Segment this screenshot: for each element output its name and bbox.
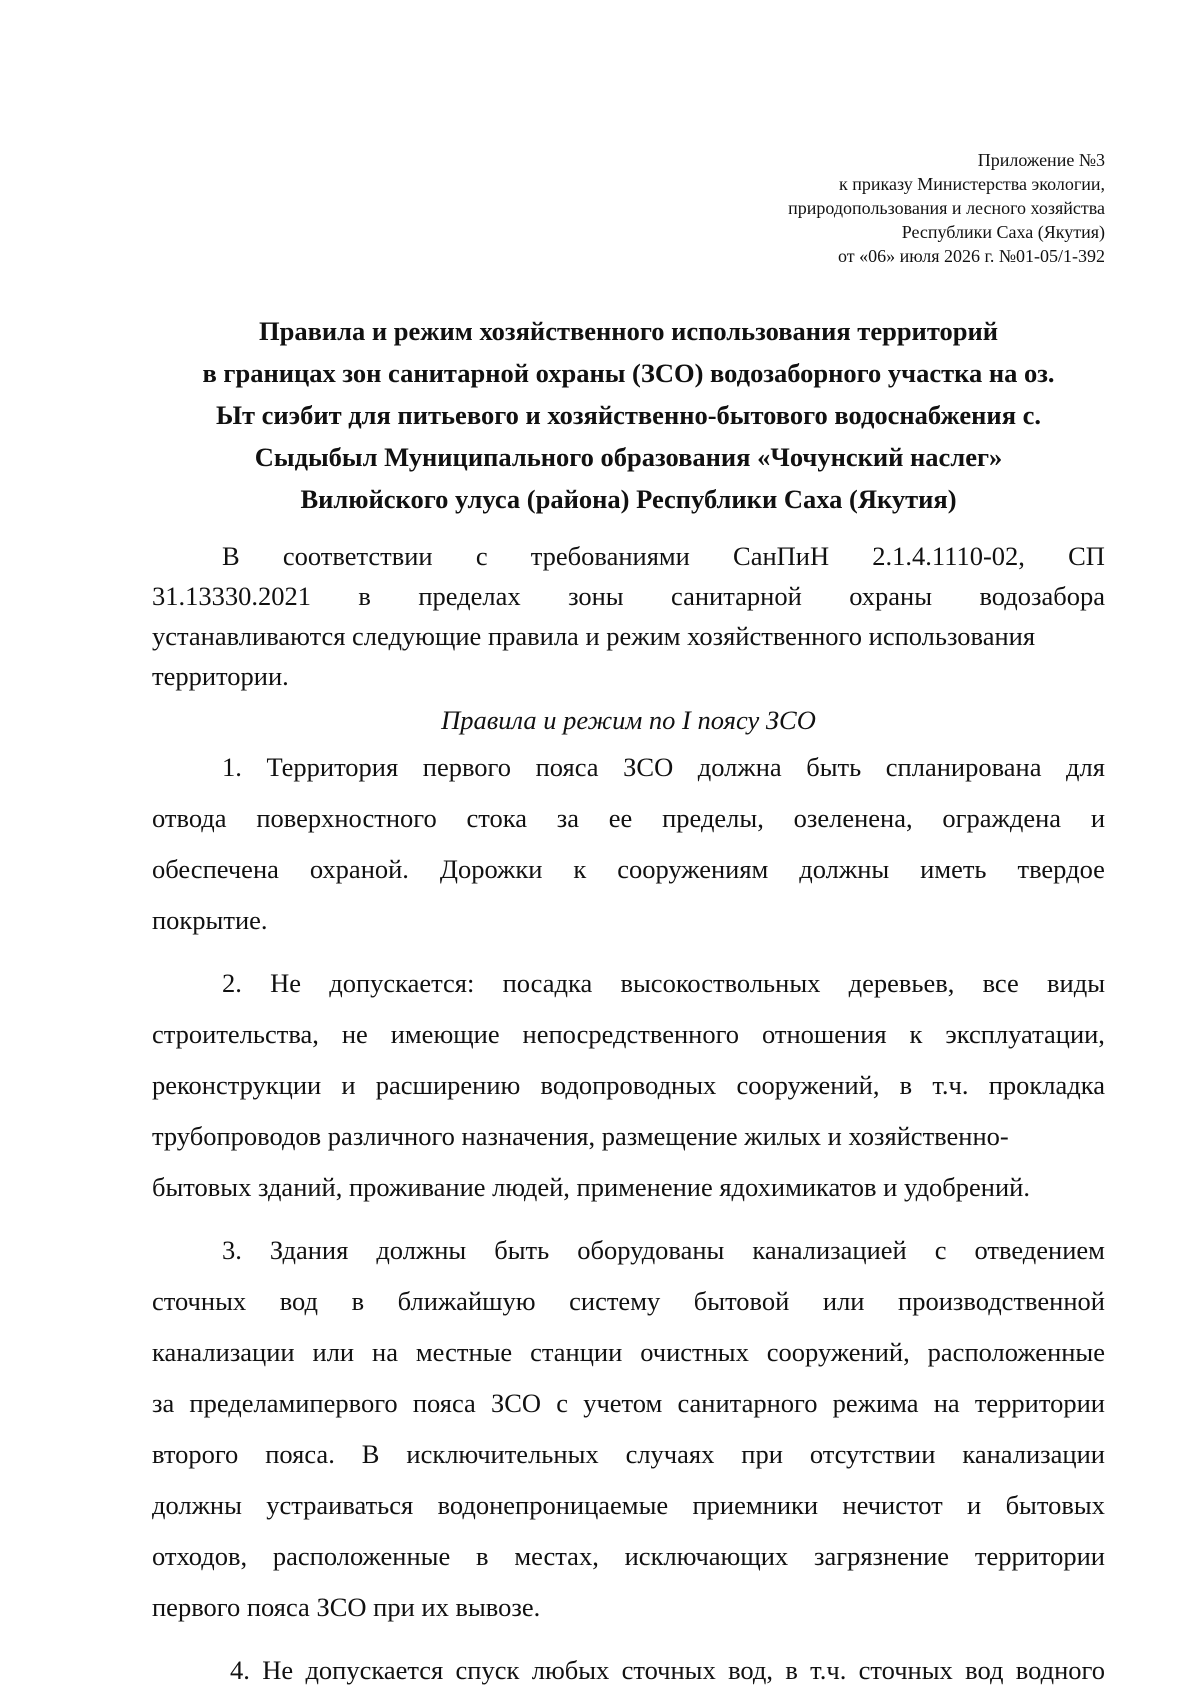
word: отведением [974, 1235, 1105, 1265]
word: в [476, 1541, 489, 1571]
word: спланирована [885, 752, 1042, 782]
word: в [899, 1070, 913, 1100]
word: ЗСО [490, 1388, 542, 1418]
word: систему [569, 1286, 661, 1316]
rule-line [152, 958, 1105, 1009]
rule-item [152, 1225, 1105, 1633]
word: охраной. [309, 854, 409, 884]
word: за [556, 803, 579, 833]
rule-line [152, 1225, 1105, 1276]
rules-list [152, 742, 1105, 1696]
word: ограждена [942, 803, 1062, 833]
word: реконструкции [152, 1070, 322, 1100]
word: имеющие [390, 1019, 500, 1049]
word: и [341, 1070, 356, 1100]
word: В [222, 541, 240, 571]
word: и [1090, 803, 1105, 833]
word: сточных [621, 1655, 716, 1685]
word: 31.13330.2021 [152, 581, 311, 611]
rule-line [152, 1009, 1105, 1060]
intro-line: территории. [152, 661, 289, 691]
rule-item [152, 1645, 1105, 1696]
word: отходов, [152, 1541, 248, 1571]
word: первого [422, 752, 511, 782]
word: отвода [152, 803, 227, 833]
word: пределамипервого [189, 1388, 398, 1418]
word: требованиями [530, 541, 690, 571]
word: с [934, 1235, 947, 1265]
intro-line: устанавливаются следующие правила и режим хозяйственного использования [152, 621, 1036, 651]
rule-number: 4. [230, 1655, 250, 1685]
word: т.ч. [810, 1655, 847, 1685]
word: высокоствольных [620, 968, 821, 998]
word: нечистот [842, 1490, 943, 1520]
word: должны [152, 1490, 242, 1520]
rule-line [152, 1378, 1105, 1429]
intro-paragraph [152, 536, 1105, 696]
word: бытовых [1005, 1490, 1105, 1520]
word: пределы, [662, 803, 764, 833]
word: иметь [920, 854, 987, 884]
word: местные [415, 1337, 513, 1367]
word: охраны [849, 581, 933, 611]
rule-line [152, 742, 1105, 793]
word: при [741, 1439, 783, 1469]
title-line: в границах зон санитарной охраны (ЗСО) водозаборного участка на оз. [202, 358, 1055, 388]
title-line: Правила и режим хозяйственного использования территорий [258, 316, 999, 346]
word: территории [974, 1541, 1105, 1571]
word: водного [1015, 1655, 1105, 1685]
word: бытовой [693, 1286, 790, 1316]
rule-line [152, 1531, 1105, 1582]
word: виды [1047, 968, 1105, 998]
rule-number: 2. [222, 968, 242, 998]
word: прокладка [988, 1070, 1105, 1100]
rule-line: трубопроводов различного назначения, размещение жилых и хозяйственно- [152, 1121, 1009, 1151]
intro-line [152, 536, 1105, 576]
word: Здания [269, 1235, 349, 1265]
word: т.ч. [932, 1070, 969, 1100]
rule-line: бытовых зданий, проживание людей, применение ядохимикатов и удобрений. [152, 1172, 1030, 1202]
word: с [556, 1388, 569, 1418]
word: оборудованы [577, 1235, 725, 1265]
word: станции [530, 1337, 623, 1367]
word: вод [279, 1286, 318, 1316]
appendix-line: Республики Саха (Якутия) [901, 222, 1105, 242]
word: В [361, 1439, 380, 1469]
word: к [909, 1019, 923, 1049]
word: в [351, 1286, 365, 1316]
rule-line [152, 1276, 1105, 1327]
rule-line [152, 844, 1105, 895]
word: пояса [412, 1388, 476, 1418]
word: быть [494, 1235, 550, 1265]
word: строительства, [152, 1019, 319, 1049]
rule-line [152, 1480, 1105, 1531]
word: отсутствии [809, 1439, 936, 1469]
rule-line: покрытие. [152, 905, 268, 935]
word: на [372, 1337, 398, 1367]
word: с [475, 541, 488, 571]
rule-item [152, 742, 1105, 946]
word: озеленена, [793, 803, 913, 833]
section-subheading: Правила и режим по I поясу ЗСО [441, 705, 816, 735]
word: расположенные [272, 1541, 451, 1571]
word: Не [270, 968, 301, 998]
rule-number: 3. [222, 1235, 242, 1265]
word: территории [974, 1388, 1105, 1418]
word: сооружений, [766, 1337, 910, 1367]
word: отношения [761, 1019, 887, 1049]
word: ближайшую [397, 1286, 536, 1316]
rule-line [152, 1429, 1105, 1480]
word: пределах [418, 581, 521, 611]
word: устраиваться [266, 1490, 414, 1520]
word: любых [531, 1655, 610, 1685]
title-line: Сыдыбыл Муниципального образования «Чочунский наслег» [254, 442, 1003, 472]
word: сточных [858, 1655, 953, 1685]
word: пояса. [265, 1439, 335, 1469]
word: спуск [455, 1655, 520, 1685]
word: или [822, 1286, 865, 1316]
rule-item [152, 958, 1105, 1213]
word: Не [262, 1655, 294, 1685]
word: деревьев, [848, 968, 955, 998]
appendix-line: к приказу Министерства экологии, [838, 174, 1105, 194]
word: исключительных [406, 1439, 599, 1469]
word: должны [799, 854, 890, 884]
word: эксплуатации, [945, 1019, 1105, 1049]
word: местах, [514, 1541, 599, 1571]
word: приемники [692, 1490, 819, 1520]
word: сточных [152, 1286, 247, 1316]
word: на [933, 1388, 960, 1418]
word: канализации [152, 1337, 295, 1367]
word: допускается: [329, 968, 475, 998]
document-title [152, 310, 1105, 520]
appendix-line: от «06» июля 2026 г. №01-05/1-392 [837, 246, 1105, 266]
word: СанПиН [733, 541, 830, 571]
word: сооружений, [736, 1070, 880, 1100]
word: ее [608, 803, 633, 833]
title-line: Вилюйского улуса (района) Республики Саха (Якутия) [300, 484, 957, 514]
appendix-line: Приложение №3 [977, 150, 1105, 170]
word: второго [152, 1439, 239, 1469]
word: ЗСО [623, 752, 674, 782]
word: исключающих [624, 1541, 789, 1571]
word: расположенные [927, 1337, 1105, 1367]
appendix-header [152, 148, 1105, 268]
word: вод, [728, 1655, 773, 1685]
word: быть [806, 752, 862, 782]
word: в [785, 1655, 798, 1685]
word: к [573, 854, 587, 884]
word: водонепроницаемые [437, 1490, 669, 1520]
word: в [358, 581, 371, 611]
rule-line [152, 1645, 1105, 1696]
word: зоны [568, 581, 624, 611]
word: водопроводных [540, 1070, 717, 1100]
word: канализацией [752, 1235, 907, 1265]
title-line: Ыт сиэбит для питьевого и хозяйственно-бытового водоснабжения с. [215, 400, 1042, 430]
word: или [312, 1337, 355, 1367]
word: СП [1068, 541, 1105, 571]
word: Дорожки [439, 854, 543, 884]
word: все [982, 968, 1019, 998]
word: водозабора [979, 581, 1105, 611]
word: загрязнение [813, 1541, 950, 1571]
rule-line [152, 793, 1105, 844]
word: Территория [266, 752, 399, 782]
word: поверхностного [256, 803, 437, 833]
rule-line: первого пояса ЗСО при их вывозе. [152, 1592, 541, 1622]
word: должны [376, 1235, 467, 1265]
word: для [1066, 752, 1105, 782]
word: учетом [583, 1388, 663, 1418]
word: пояса [535, 752, 599, 782]
word: канализации [962, 1439, 1105, 1469]
word: очистных [640, 1337, 749, 1367]
rule-line [152, 1060, 1105, 1111]
word: должна [697, 752, 782, 782]
word: 2.1.4.1110-02, [872, 541, 1025, 571]
word: производственной [898, 1286, 1105, 1316]
word: твердое [1017, 854, 1105, 884]
word: не [341, 1019, 368, 1049]
word: санитарного [677, 1388, 818, 1418]
word: за [152, 1388, 175, 1418]
word: санитарной [671, 581, 802, 611]
word: стока [466, 803, 527, 833]
rule-line [152, 1327, 1105, 1378]
intro-line [152, 576, 1105, 616]
word: допускается [305, 1655, 444, 1685]
word: обеспечена [152, 854, 279, 884]
rule-number: 1. [222, 752, 242, 782]
word: расширению [375, 1070, 521, 1100]
word: непосредственного [522, 1019, 740, 1049]
word: и [967, 1490, 982, 1520]
word: соответствии [282, 541, 433, 571]
word: случаях [625, 1439, 715, 1469]
word: сооружениям [617, 854, 769, 884]
appendix-line: природопользования и лесного хозяйства [788, 198, 1105, 218]
word: режима [832, 1388, 919, 1418]
word: вод [965, 1655, 1004, 1685]
word: посадка [502, 968, 593, 998]
